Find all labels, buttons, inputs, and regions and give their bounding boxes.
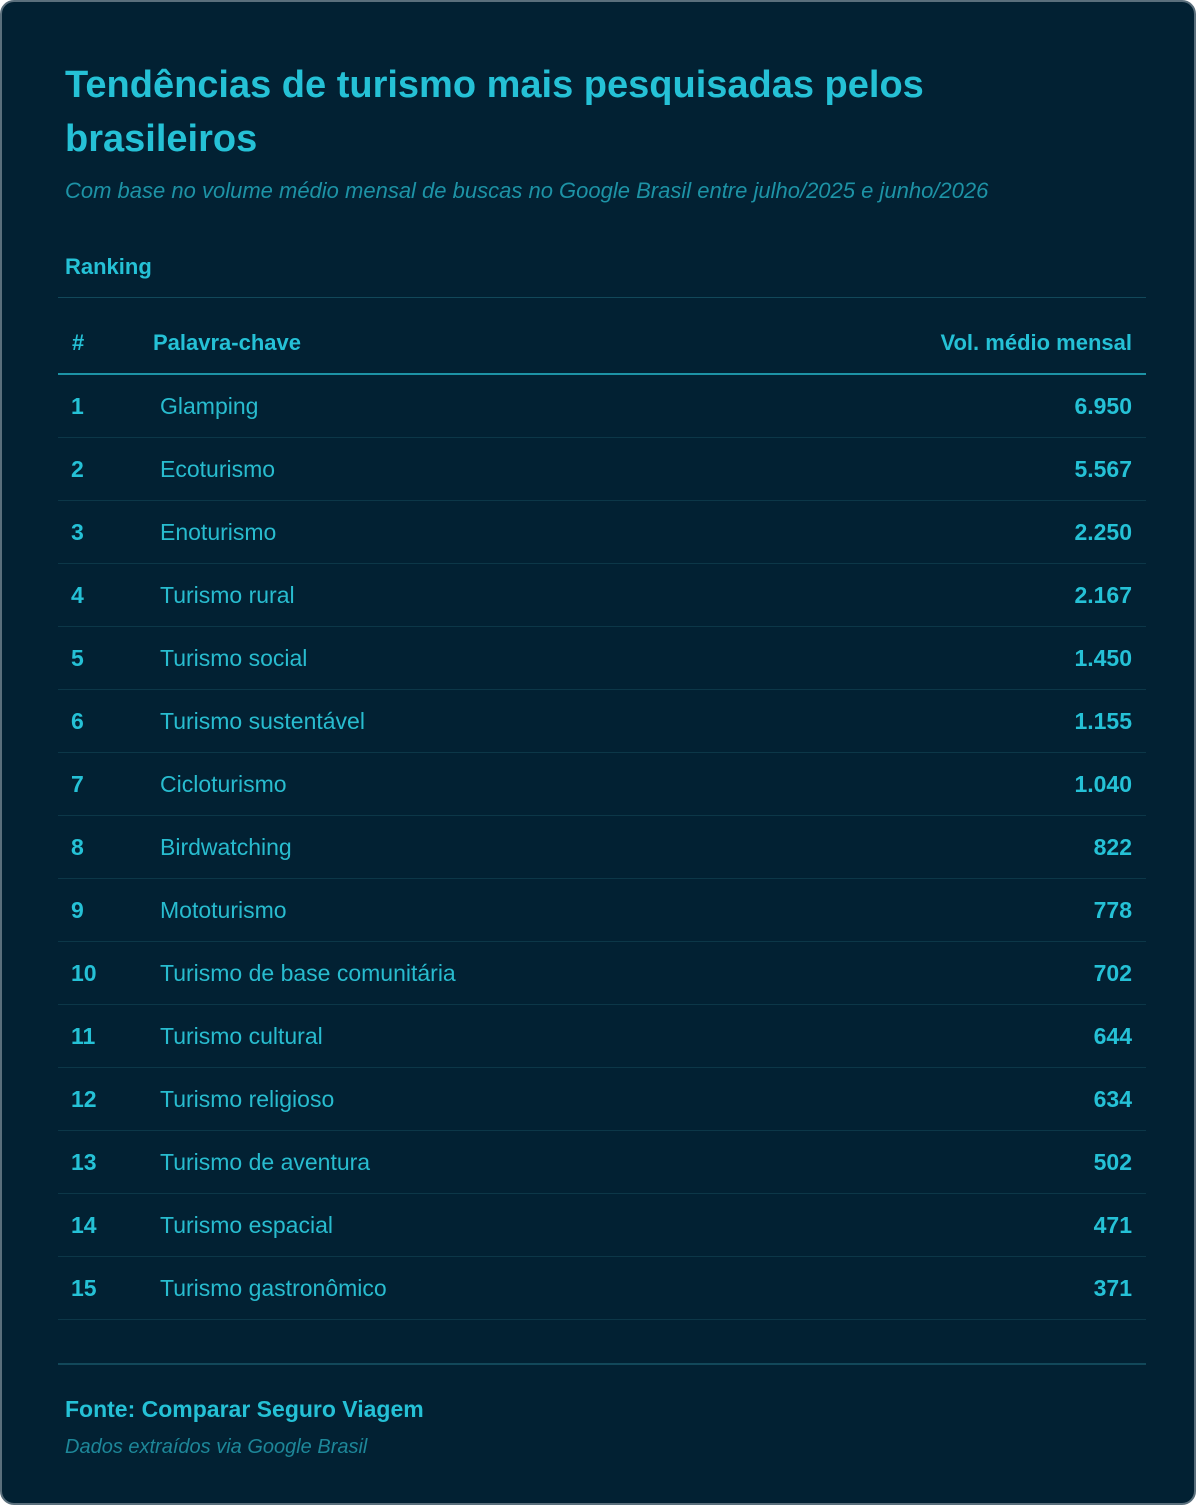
- table-header: [58, 318, 1146, 370]
- rank-cell: 5: [71, 645, 84, 671]
- table-row: [58, 438, 1146, 501]
- keyword-cell: Birdwatching: [160, 834, 292, 860]
- rank-cell: 6: [71, 708, 84, 734]
- table-row: [58, 501, 1146, 564]
- table-row: [58, 879, 1146, 942]
- table-row: [58, 1131, 1146, 1194]
- chart-title: Tendências de turismo mais pesquisadas pelos brasileiros: [65, 64, 924, 160]
- rank-cell: 12: [71, 1086, 97, 1112]
- table-row: [58, 753, 1146, 816]
- volume-cell: 471: [1093, 1212, 1132, 1238]
- table-body: [58, 375, 1146, 1320]
- keyword-cell: Turismo de aventura: [160, 1149, 371, 1175]
- table-row: [58, 627, 1146, 690]
- keyword-cell: Turismo espacial: [160, 1212, 333, 1238]
- keyword-cell: Glamping: [160, 393, 259, 419]
- section-label: Ranking: [65, 254, 152, 279]
- keyword-cell: Turismo religioso: [160, 1086, 335, 1112]
- volume-cell: 6.950: [1074, 393, 1132, 419]
- keyword-cell: Ecoturismo: [160, 456, 276, 482]
- rank-cell: 9: [71, 897, 84, 923]
- table-row: [58, 816, 1146, 879]
- rank-cell: 1: [71, 393, 84, 419]
- rank-cell: 15: [71, 1275, 97, 1301]
- table-row: [58, 1005, 1146, 1068]
- keyword-cell: Turismo rural: [160, 582, 295, 608]
- volume-cell: 5.567: [1074, 456, 1132, 482]
- table-row: [58, 1194, 1146, 1257]
- volume-cell: 702: [1093, 960, 1132, 986]
- rank-cell: 13: [71, 1149, 97, 1175]
- keyword-cell: Enoturismo: [160, 519, 277, 545]
- column-header-rank: #: [72, 330, 85, 355]
- column-header-keyword: Palavra-chave: [153, 330, 301, 355]
- volume-cell: 1.450: [1074, 645, 1132, 671]
- volume-cell: 2.250: [1074, 519, 1132, 545]
- volume-cell: 822: [1093, 834, 1132, 860]
- keyword-cell: Turismo cultural: [160, 1023, 323, 1049]
- rank-cell: 8: [71, 834, 84, 860]
- keyword-cell: Turismo gastronômico: [160, 1275, 387, 1301]
- table-row: [58, 1068, 1146, 1131]
- keyword-cell: Cicloturismo: [160, 771, 287, 797]
- rank-cell: 10: [71, 960, 97, 986]
- volume-cell: 778: [1093, 897, 1132, 923]
- volume-cell: 1.040: [1074, 771, 1132, 797]
- table-row: [58, 1257, 1146, 1320]
- rank-cell: 2: [71, 456, 84, 482]
- keyword-cell: Mototurismo: [160, 897, 287, 923]
- volume-cell: 502: [1093, 1149, 1132, 1175]
- table-row: [58, 690, 1146, 753]
- source-label: Fonte: Comparar Seguro Viagem: [65, 1396, 424, 1422]
- section-divider: [58, 297, 1146, 298]
- rank-cell: 14: [71, 1212, 97, 1238]
- volume-cell: 1.155: [1074, 708, 1132, 734]
- column-header-volume: Vol. médio mensal: [940, 330, 1132, 355]
- table-row: [58, 375, 1146, 438]
- table-row: [58, 942, 1146, 1005]
- volume-cell: 371: [1093, 1275, 1132, 1301]
- keyword-cell: Turismo sustentável: [160, 708, 365, 734]
- volume-cell: 634: [1093, 1086, 1132, 1112]
- chart-subtitle: Com base no volume médio mensal de buscas no Google Brasil entre julho/2025 e junho/2026: [65, 178, 989, 203]
- footer-divider: [58, 1363, 1146, 1365]
- table-row: [58, 564, 1146, 627]
- rank-cell: 11: [71, 1023, 96, 1049]
- keyword-cell: Turismo social: [160, 645, 308, 671]
- volume-cell: 644: [1093, 1023, 1132, 1049]
- keyword-cell: Turismo de base comunitária: [160, 960, 456, 986]
- rank-cell: 4: [71, 582, 84, 608]
- rank-cell: 3: [71, 519, 84, 545]
- volume-cell: 2.167: [1074, 582, 1132, 608]
- data-note: Dados extraídos via Google Brasil: [65, 1436, 368, 1458]
- rank-cell: 7: [71, 771, 84, 797]
